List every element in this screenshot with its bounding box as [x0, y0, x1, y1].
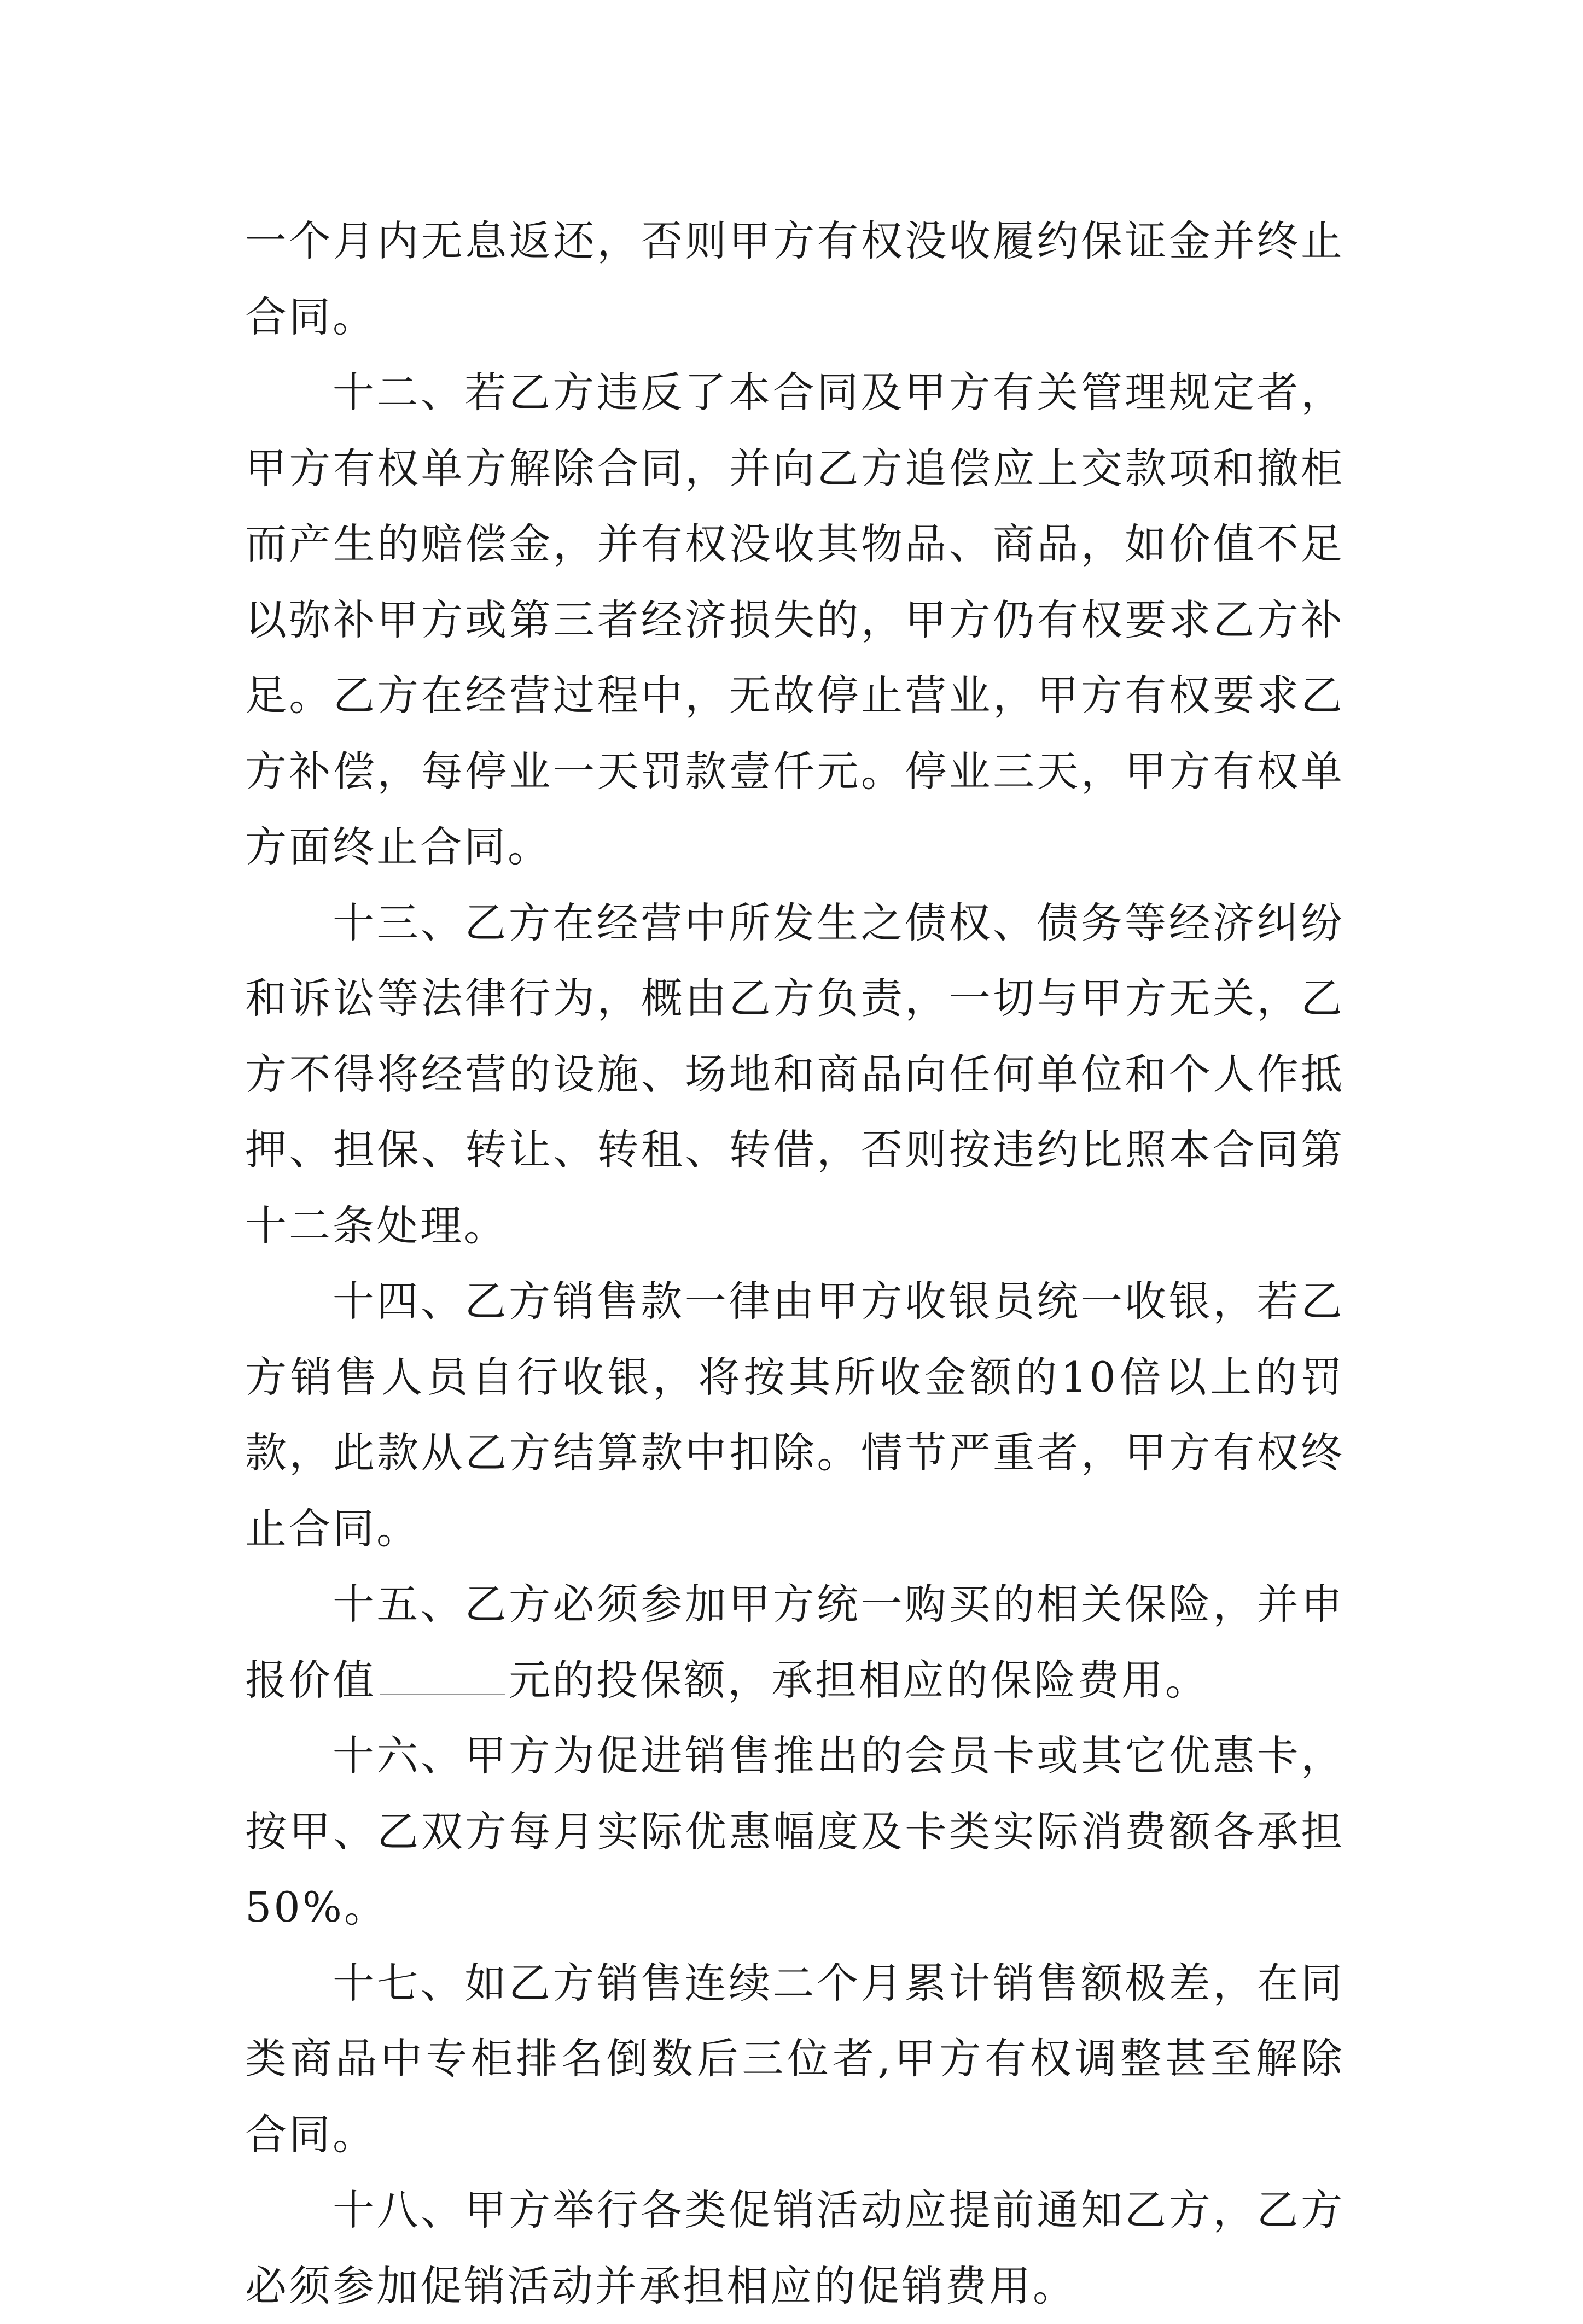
contract-body: [245, 203, 1345, 2324]
insured-value-blank: [380, 1655, 505, 1695]
paragraph-article-14: 十四、乙方销售款一律由甲方收银员统一收银，若乙方销售人员自行收银，将按其所收金额的10倍以上的罚款，此款从乙方结算款中扣除。情节严重者，甲方有权终止合同。: [245, 1277, 1345, 1553]
paragraph-article-13: 十三、乙方在经营中所发生之债权、债务等经济纠纷和诉讼等法律行为，概由乙方负责，一切与甲方无关，乙方不得将经营的设施、场地和商品向任何单位和个人作抵押、担保、转让、转租、转借，否则按违约比照本合同第十二条处理。: [245, 898, 1345, 1250]
paragraph-continuation: 一个月内无息返还，否则甲方有权没收履约保证金并终止合同。: [245, 217, 1345, 341]
paragraph-article-12: 十二、若乙方违反了本合同及甲方有关管理规定者，甲方有权单方解除合同，并向乙方追偿应上交款项和撤柜而产生的赔偿金，并有权没收其物品、商品，如价值不足以弥补甲方或第三者经济损失的，甲方仍有权要求乙方补足。乙方在经营过程中，无故停止营业，甲方有权要求乙方补偿，每停业一天罚款壹仟元。停业三天，甲方有权单方面终止合同。: [245, 368, 1345, 871]
paragraph-article-18: 十八、甲方举行各类促销活动应提前通知乙方，乙方必须参加促销活动并承担相应的促销费用。: [245, 2186, 1345, 2310]
article-15-text-before: 十五、乙方必须参加甲方统一购买的相关保险，并申报价值: [245, 1580, 1345, 1704]
paragraph-article-16: 十六、甲方为促进销售推出的会员卡或其它优惠卡，按甲、乙双方每月实际优惠幅度及卡类实际消费额各承担50%。: [245, 1731, 1345, 1931]
article-15-text-after: 元的投保额，承担相应的保险费用。: [509, 1655, 1209, 1704]
paragraph-article-15: [245, 1567, 1345, 1718]
paragraph-article-17: 十七、如乙方销售连续二个月累计销售额极差，在同类商品中专柜排名倒数后三位者,甲方有权调整甚至解除合同。: [245, 1958, 1345, 2159]
